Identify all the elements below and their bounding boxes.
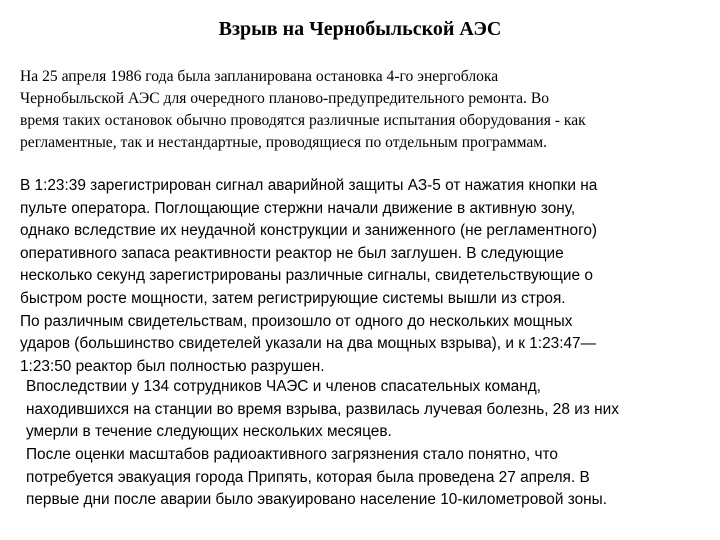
paragraph-line: пульте оператора. Поглощающие стержни начали движение в активную зону, — [20, 199, 576, 217]
paragraph-line: После оценки масштабов радиоактивного загрязнения стало понятно, что — [26, 446, 558, 463]
paragraph-line: В 1:23:39 зарегистрирован сигнал аварийной защиты АЗ-5 от нажатия кнопки на — [20, 177, 598, 194]
paragraph-line: умерли в течение следующих нескольких месяцев. — [26, 423, 392, 441]
paragraph-line: Чернобыльской АЭС для очередного планово-предупредительного ремонта. Во — [20, 90, 550, 107]
paragraph-line: однако вследствие их неудачной конструкции и заниженного (не регламентного) — [20, 222, 598, 240]
paragraph-line: находившихся на станции во время взрыва, развилась лучевая болезнь, 28 из них — [26, 400, 619, 418]
paragraph-line: регламентные, так и нестандартные, проводящиеся по отдельным программам. — [20, 134, 548, 151]
paragraph-line: быстром росте мощности, затем регистрирующие системы вышли из строя. — [20, 289, 566, 307]
paragraph-line: Впоследствии у 134 сотрудников ЧАЭС и членов спасательных команд, — [26, 378, 541, 395]
consequences-paragraph — [26, 376, 716, 444]
paragraph-line: потребуется эвакуация города Припять, которая была проведена 27 апреля. В — [26, 468, 590, 486]
paragraph-line: ударов (большинство свидетелей указали на два мощных взрыва), и к 1:23:47— — [20, 335, 596, 353]
paragraph-line: несколько секунд зарегистрированы различные сигналы, свидетельствующие о — [20, 267, 593, 285]
paragraph-line: На 25 апреля 1986 года была запланирована остановка 4-го энергоблока — [20, 68, 499, 85]
explosion-paragraph — [20, 175, 710, 378]
paragraph-line: По различным свидетельствам, произошло от одного до нескольких мощных — [20, 312, 573, 330]
paragraph-line: время таких остановок обычно проводятся различные испытания оборудования - как — [20, 112, 586, 129]
evacuation-paragraph — [26, 444, 716, 512]
slide-title: Взрыв на Чернобыльской АЭС — [218, 18, 502, 40]
intro-paragraph — [20, 66, 710, 154]
paragraph-line: 1:23:50 реактор был полностью разрушен. — [20, 357, 325, 375]
paragraph-line: первые дни после аварии было эвакуировано население 10-километровой зоны. — [26, 491, 608, 509]
paragraph-line: оперативного запаса реактивности реактор не был заглушен. В следующие — [20, 244, 564, 262]
